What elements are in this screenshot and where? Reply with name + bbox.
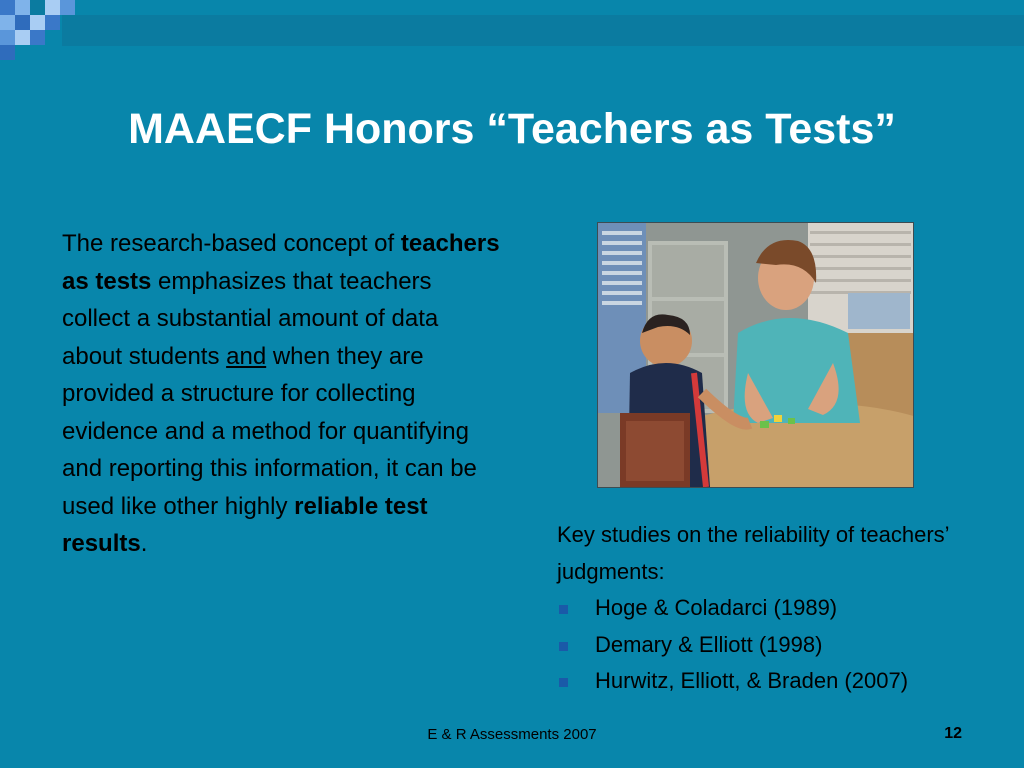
square-bullet-icon: [559, 642, 568, 651]
study-label: Hoge & Coladarci (1989): [595, 595, 838, 620]
classroom-photo-icon: [598, 223, 913, 487]
concept-underline-and: and: [226, 342, 267, 370]
study-label: Demary & Elliott (1998): [595, 631, 823, 657]
concept-text-2: emphasizes that teachers collect a substantial amount of data about students: [62, 267, 439, 370]
classroom-photo: [597, 222, 914, 488]
key-studies-intro: Key studies on the reliability of teachers’ judgments:: [557, 522, 949, 584]
list-item: [557, 663, 997, 700]
slide-number: 12: [944, 725, 962, 742]
list-item: [557, 590, 997, 627]
key-studies-list: [557, 590, 997, 700]
concept-text-1: The research-based concept of: [62, 230, 401, 257]
square-bullet-icon: [559, 605, 568, 614]
concept-text-3: when they are provided a structure for collecting evidence and a method for quantifying and reporting this information, it can be used like other highly: [62, 342, 477, 520]
concept-paragraph: [62, 225, 502, 563]
header-bar: [62, 15, 1024, 46]
square-bullet-icon: [559, 678, 568, 687]
study-label: Hurwitz, Elliott, & Braden (2007): [595, 668, 909, 693]
key-studies: [557, 517, 997, 700]
concept-bold-teachers-as-tests: teachers as tests: [62, 230, 500, 295]
concept-bold-reliable-test-results: reliable test results: [62, 492, 428, 557]
slide-title: MAAECF Honors “Teachers as Tests”: [128, 105, 896, 153]
concept-text-4: .: [140, 530, 148, 557]
list-item: [557, 627, 997, 664]
footer-text: E & R Assessments 2007: [427, 726, 597, 743]
